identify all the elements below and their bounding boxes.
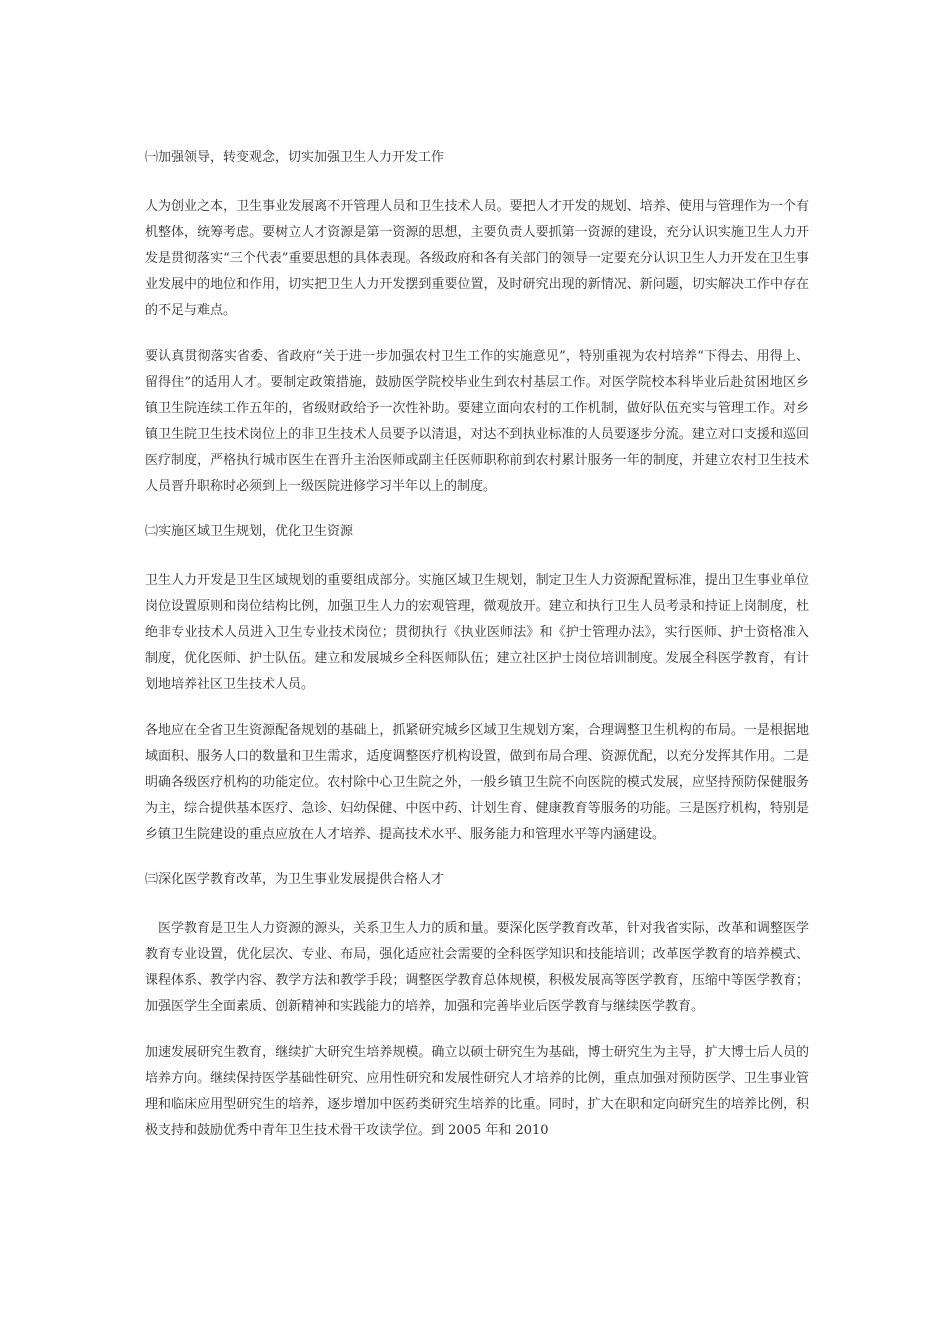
paragraph: 要认真贯彻落实省委、省政府“关于进一步加强农村卫生工作的实施意见”，特别重视为农村培养“下得去、用得上、留得住”的适用人才。要制定政策措施，鼓励医学院校毕业生到农村基层工作。对医学院校本科毕业后赴贫困地区乡镇卫生院连续工作五年的，省级财政给予一次性补助。要建立面向农村的工作机制，做好队伍充实与管理工作。对乡镇卫生院卫生技术岗位上的非卫生技术人员要予以清退，对达不到执业标准的人员要逐步分流。建立对口支援和巡回医疗制度，严格执行城市医生在晋升主治医师或副主任医师职称前到农村累计服务一年的制度，并建立农村卫生技术人员晋升职称时必须到上一级医院进修学习半年以上的制度。: [145, 349, 809, 494]
paragraph: 医学教育是卫生人力资源的源头，关系卫生人力的质和量。要深化医学教育改革，针对我省实际，改革和调整医学教育专业设置，优化层次、专业、布局，强化适应社会需要的全科医学知识和技能培训；改革医学教育的培养模式、课程体系、教学内容、教学方法和教学手段；调整医学教育总体规模，积极发展高等医学教育，压缩中等医学教育；加强医学生全面素质、创新精神和实践能力的培养，加强和完善毕业后医学教育与继续医学教育。: [145, 921, 809, 1014]
section-heading-2: ㈡实施区域卫生规划，优化卫生资源: [145, 524, 354, 539]
paragraph: 加速发展研究生教育，继续扩大研究生培养规模。确立以硕士研究生为基础，博士研究生为主导，扩大博士后人员的培养方向。继续保持医学基础性研究、应用性研究和发展性研究人才培养的比例，重点加强对预防医学、卫生事业管理和临床应用型研究生的培养，逐步增加中医药类研究生培养的比重。同时，扩大在职和定向研究生的培养比例，积极支持和鼓励优秀中青年卫生技术骨干攻读学位。到 2005 年和 2010: [145, 1045, 809, 1138]
section-heading-1: ㈠加强领导，转变观念，切实加强卫生人力开发工作: [145, 150, 445, 165]
paragraph: 人为创业之本，卫生事业发展离不开管理人员和卫生技术人员。要把人才开发的规划、培养、使用与管理作为一个有机整体，统筹考虑。要树立人才资源是第一资源的思想，主要负责人要抓第一资源的建设，充分认识实施卫生人力开发是贯彻落实“三个代表”重要思想的具体表现。各级政府和各有关部门的领导一定要充分认识卫生人力开发在卫生事业发展中的地位和作用，切实把卫生人力开发摆到重要位置，及时研究出现的新情况、新问题，切实解决工作中存在的不足与难点。: [145, 199, 809, 318]
section-heading-3: ㈢深化医学教育改革，为卫生事业发展提供合格人才: [145, 872, 445, 887]
paragraph: 各地应在全省卫生资源配备规划的基础上，抓紧研究城乡区域卫生规划方案，合理调整卫生机构的布局。一是根据地域面积、服务人口的数量和卫生需求，适度调整医疗机构设置，做到布局合理、资源优配，以充分发挥其作用。二是明确各级医疗机构的功能定位。农村除中心卫生院之外，一般乡镇卫生院不向医院的模式发展，应坚持预防保健服务为主，综合提供基本医疗、急诊、妇幼保健、中医中药、计划生育、健康教育等服务的功能。三是医疗机构，特别是乡镇卫生院建设的重点应放在人才培养、提高技术水平、服务能力和管理水平等内涵建设。: [145, 723, 809, 842]
paragraph: 卫生人力开发是卫生区域规划的重要组成部分。实施区域卫生规划，制定卫生人力资源配置标准，提出卫生事业单位岗位设置原则和岗位结构比例，加强卫生人力的宏观管理，微观放开。建立和执行卫生人员考录和持证上岗制度，杜绝非专业技术人员进入卫生专业技术岗位；贯彻执行《执业医师法》和《护士管理办法》，实行医师、护士资格准入制度，优化医师、护士队伍。建立和发展城乡全科医师队伍；建立社区护士岗位培训制度。发展全科医学教育，有计划地培养社区卫生技术人员。: [145, 573, 809, 692]
document-page: [145, 146, 809, 1164]
